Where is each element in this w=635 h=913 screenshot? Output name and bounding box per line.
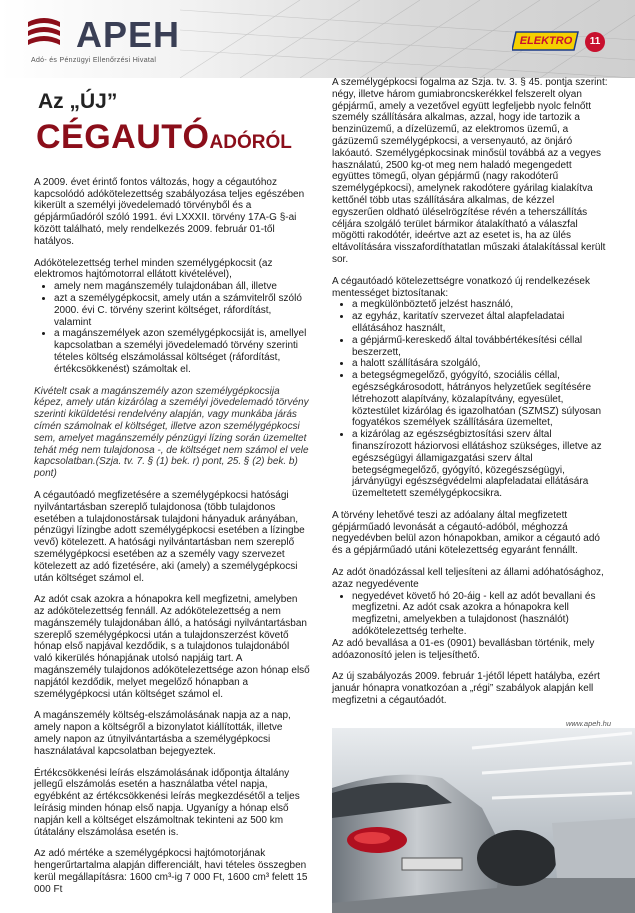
badge-label: ELEKTRO [519, 35, 573, 47]
title-small: Az „ÚJ” [38, 90, 118, 113]
left-column [34, 90, 310, 906]
paragraph: A személygépkocsi fogalma az Szja. tv. 3. § 45. pontja szerint: négy, illetve három gumiabroncskerékkel felszerelt olyan gépjármű, amely a vezetővel együtt legfeljebb nyolc felnőtt személy szállítására alkalmas, azzal, hogy ide tartozik a benzinüzemű, a dízelüzemű, az elektromos üzemű, a gázüzemű személygépkocsi, a versenyautó, az önjáró lakóautó. Személygépkocsinak minősül továbbá az a vegyes használatú, 2500 kg-ot meg nem haladó megengedett együttes tömegű, olyan gépjármű (nagy rakodóterű személygépkocsi), amelynek rakodótere gyárilag kialakítva kettőnél több utas szállítására alkalmas, de kézzel egyszerűen oldható üléselrögzítése révén a teherszállítás céljára szolgáló terület bármikor átalakítható a válaszfal mögötti rakodótér, ideértve azt az esetet is, ha az ülés eltávolítására visszafordíthatatlan műszaki átalakítással került sor. [332, 77, 608, 265]
title-big [36, 117, 310, 163]
list-item: • negyedévet követő hó 20-áig - kell az adót bevallani és megfizetni. Az adót csak azokra a hónapokra kell megfizetni, amelyekben a tulajdonost (használót) adókötelezettség terhelte. [352, 591, 608, 638]
list-item: • a gépjármű-kereskedő által továbbértékesítési céllal beszerzett, [352, 335, 608, 359]
list-item: • a halott szállítására szolgáló, [352, 358, 608, 370]
paragraph: Az adó bevallása a 01-es (0901) bevallásban történik, mely adóazonosító jelen is teljesíthető. [332, 637, 595, 661]
paragraph: Az adót önadózással kell teljesíteni az állami adóhatósághoz, azaz negyedévente [332, 567, 604, 590]
logo-text: APEH [76, 14, 181, 55]
list-item: • az egyház, karitatív szervezet által alapfeladatai ellátásához használt, [352, 311, 608, 335]
car-photo [332, 728, 635, 913]
paragraph: A 2009. évet érintő fontos változás, hogy a cégautóhoz kapcsolódó adókötelezettség szabályozása teljes egészében kikerült a személyi jövedelemadó törvényből és a gépjárműadóról szóló 1991. évi LXXXII. törvény 17A-G §-ai között található, mely rendelkezés 2009. február 01-től hatályos. [34, 176, 305, 247]
list [332, 299, 608, 500]
paragraph: Az új szabályozás 2009. február 1-jétől lépett hatályba, ezért január hónapra vonatkozóan a „régi” szabályok alapján kell megfizetni a cégautóadót. [332, 671, 600, 707]
paragraph: Adókötelezettség terhel minden személygépkocsit (az elektromos hajtómotorral ellátott kivételével), [34, 257, 273, 281]
right-column [332, 77, 608, 717]
list-item: • a betegségmegelőző, gyógyító, szociális céllal, egészségkárosodott, hátrányos helyzetűek segítésére létrehozott alapítvány, közalapítvány, egyesület, köztestület kizárólag és igazolhatóan (SZMSZ) súlyosan fogyatékos személyek szállítására üzemeltet, [352, 370, 608, 429]
paragraph: Az adó mértéke a személygépkocsi hajtómotorjának hengerűrtartalma alapján differenciált, havi tételes összegben kerül megállapításra: 1600 cm³-ig 7 000 Ft, 1600 cm³ felett 15 000 Ft [34, 848, 308, 895]
list [34, 281, 310, 375]
list-item: • azt a személygépkocsit, amely után a számvitelről szóló 2000. évi C. törvény szerint költséget, ráfordítást, valamint [54, 293, 310, 328]
title-big-main: CÉGAUTÓ [36, 117, 210, 156]
paragraph: Az adót csak azokra a hónapokra kell megfizetni, amelyben az adókötelezettség fennáll. Az adókötelezettség a nem magánszemély tulajdonában álló, a hatósági nyilvántartásban szereplő személygépkocsi után a tulajdonszerzést követő hónap első napjával kezdődik, s a tulajdonos tulajdonából való kikerülés hónapjának utolsó napjáig tart. A magánszemély tulajdonos adókötelezettsége azon hónap első napjától kezdődik, melyet megelőző hónapban a személygépkocsi után költséget számol el. [34, 594, 310, 700]
paragraph: A cégautóadó kötelezettségre vonatkozó új rendelkezések mentességet biztosítanak: [332, 275, 590, 299]
logo-emblem-icon [24, 12, 64, 58]
paragraph: A magánszemély költség-elszámolásának napja az a nap, amely napon a költségről a bizonylatot kiállították, illetve amely napon az útnyilvántartásba a személygépkocsi használatával kapcsolatban bejegyeztek. [34, 710, 291, 757]
list-item: • a megkülönböztető jelzést használó, [352, 299, 608, 311]
logo-subtitle: Adó- és Pénzügyi Ellenőrzési Hivatal [31, 57, 157, 64]
paragraph-italic: Kivételt csak a magánszemély azon személygépkocsija képez, amely után kizárólag a személyi jövedelemadó törvény szerinti kiküldetési rendelvény alapján, vagy munkába járás címén számolnak el költséget, illetve azon személygépkocsi sem, amelyet magánszemély pénzügyi lízing során üzemeltet tehát még nem tulajdonosa -, de költséget nem számol el vele kapcsolatban.(Szja. tv. 7. § (1) bek. r) pont, 25. § (2) bek. b) pont) [34, 385, 309, 480]
list-item: • amely nem magánszemély tulajdonában áll, illetve [54, 281, 310, 293]
list-item: • a kizárólag az egészségbiztosítási szerv által finanszírozott háziorvosi ellátáshoz szükséges, illetve az egészségügyi államigazgatási szerv által betegségmegelőző, gyógyító, közegészségügyi, járványügyi egészségvédelmi alapfeladatai ellátására üzemeltetett személygépkocsikra. [352, 429, 608, 500]
list-item: • a magánszemélyek azon személygépkocsiját is, amellyel kapcsolatban a személyi jövedelemadó törvény szerinti tételes költség elszámolással költséget (ráfordítást, értékcsökkenést) számoltak el. [54, 328, 310, 375]
website-url: www.apeh.hu [566, 719, 612, 728]
paragraph: A törvény lehetővé teszi az adóalany által megfizetett gépjárműadó levonását a cégautó-adóból, méghozzá negyedévben belül azon hónapokban, amikor a cégautó adó és a gépjárműadó utáni kötelezettség egyaránt fennállt. [332, 509, 600, 557]
apeh-logo [24, 12, 184, 58]
page-number: 11 [585, 32, 605, 52]
list [332, 591, 608, 638]
title-big-suffix: ADÓRÓL [209, 131, 292, 153]
paragraph: A cégautóadó megfizetésére a személygépkocsi hatósági nyilvántartásban szereplő tulajdonosa (több tulajdonos esetében a tulajdonostársak tulajdoni hányaduk arányában, pénzügyi lízingbe adott személygépkocsi esetében a lízingbe vevő) kötelezett. A hatósági nyilvántartásban nem szereplő személygépkocsi esetében az a személy vagy szervezet kötelezett az adó fizetésére, aki (amely) a személygépkocsi után költséget számol el. [34, 489, 305, 584]
paragraph: Értékcsökkenési leírás elszámolásának időpontja általány jellegű elszámolás esetén a használatba vétel napja, egyébként az értékcsökkenési leírás megkezdésétől a teljes leírásig minden hónap első napja. Ugyanígy a hónap első napján kell a költséget elszámoltnak tekinteni az 500 km útátalány elszámolása esetén is. [34, 767, 300, 838]
